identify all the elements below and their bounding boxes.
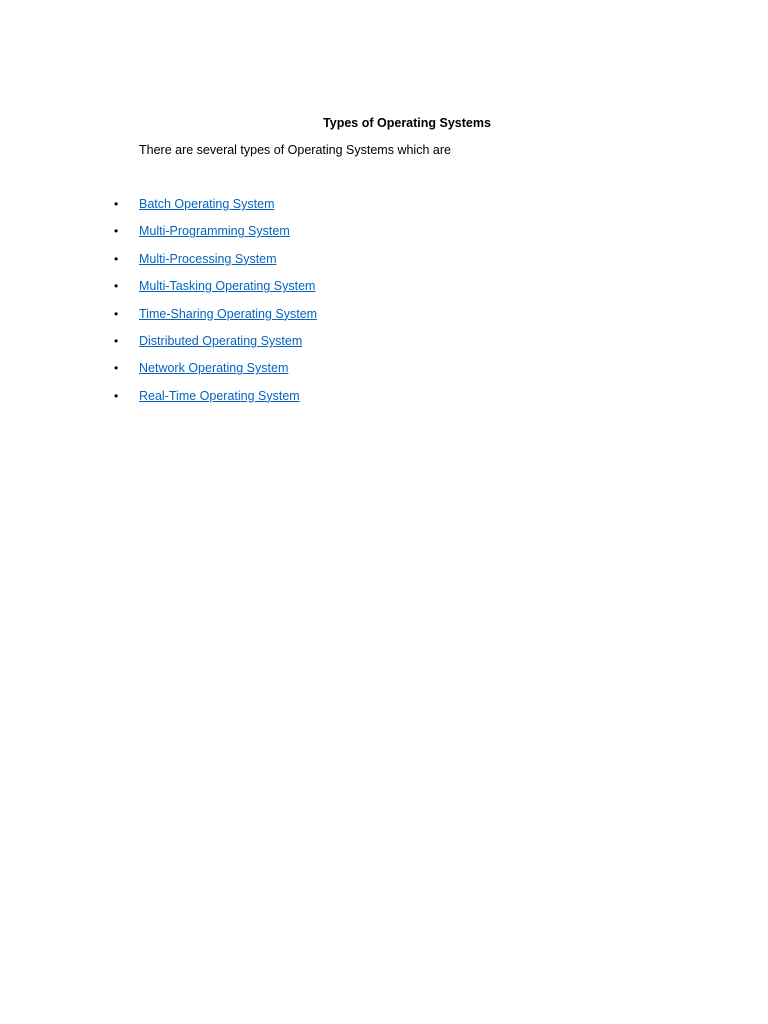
link-multi-programming-system[interactable]: Multi-Programming System (139, 224, 290, 239)
link-time-sharing-operating-system[interactable]: Time-Sharing Operating System (139, 306, 318, 321)
bullet-icon: • (114, 333, 119, 348)
intro-paragraph: There are several types of Operating Systems which are (139, 143, 451, 157)
bullet-icon: • (114, 388, 119, 403)
document-title: Types of Operating Systems (323, 116, 491, 130)
bullet-icon: • (114, 224, 119, 239)
bullet-icon: • (114, 306, 119, 321)
bullet-icon: • (114, 361, 119, 376)
link-multi-processing-system[interactable]: Multi-Processing System (139, 251, 277, 266)
bullet-icon: • (114, 197, 119, 211)
link-real-time-operating-system[interactable]: Real-Time Operating System (139, 388, 300, 403)
link-multi-tasking-operating-system[interactable]: Multi-Tasking Operating System (139, 279, 316, 294)
bullet-icon: • (114, 279, 119, 294)
bullet-icon: • (114, 251, 119, 266)
link-network-operating-system[interactable]: Network Operating System (139, 361, 289, 376)
link-batch-operating-system[interactable]: Batch Operating System (139, 197, 275, 211)
link-distributed-operating-system[interactable]: Distributed Operating System (139, 333, 303, 348)
